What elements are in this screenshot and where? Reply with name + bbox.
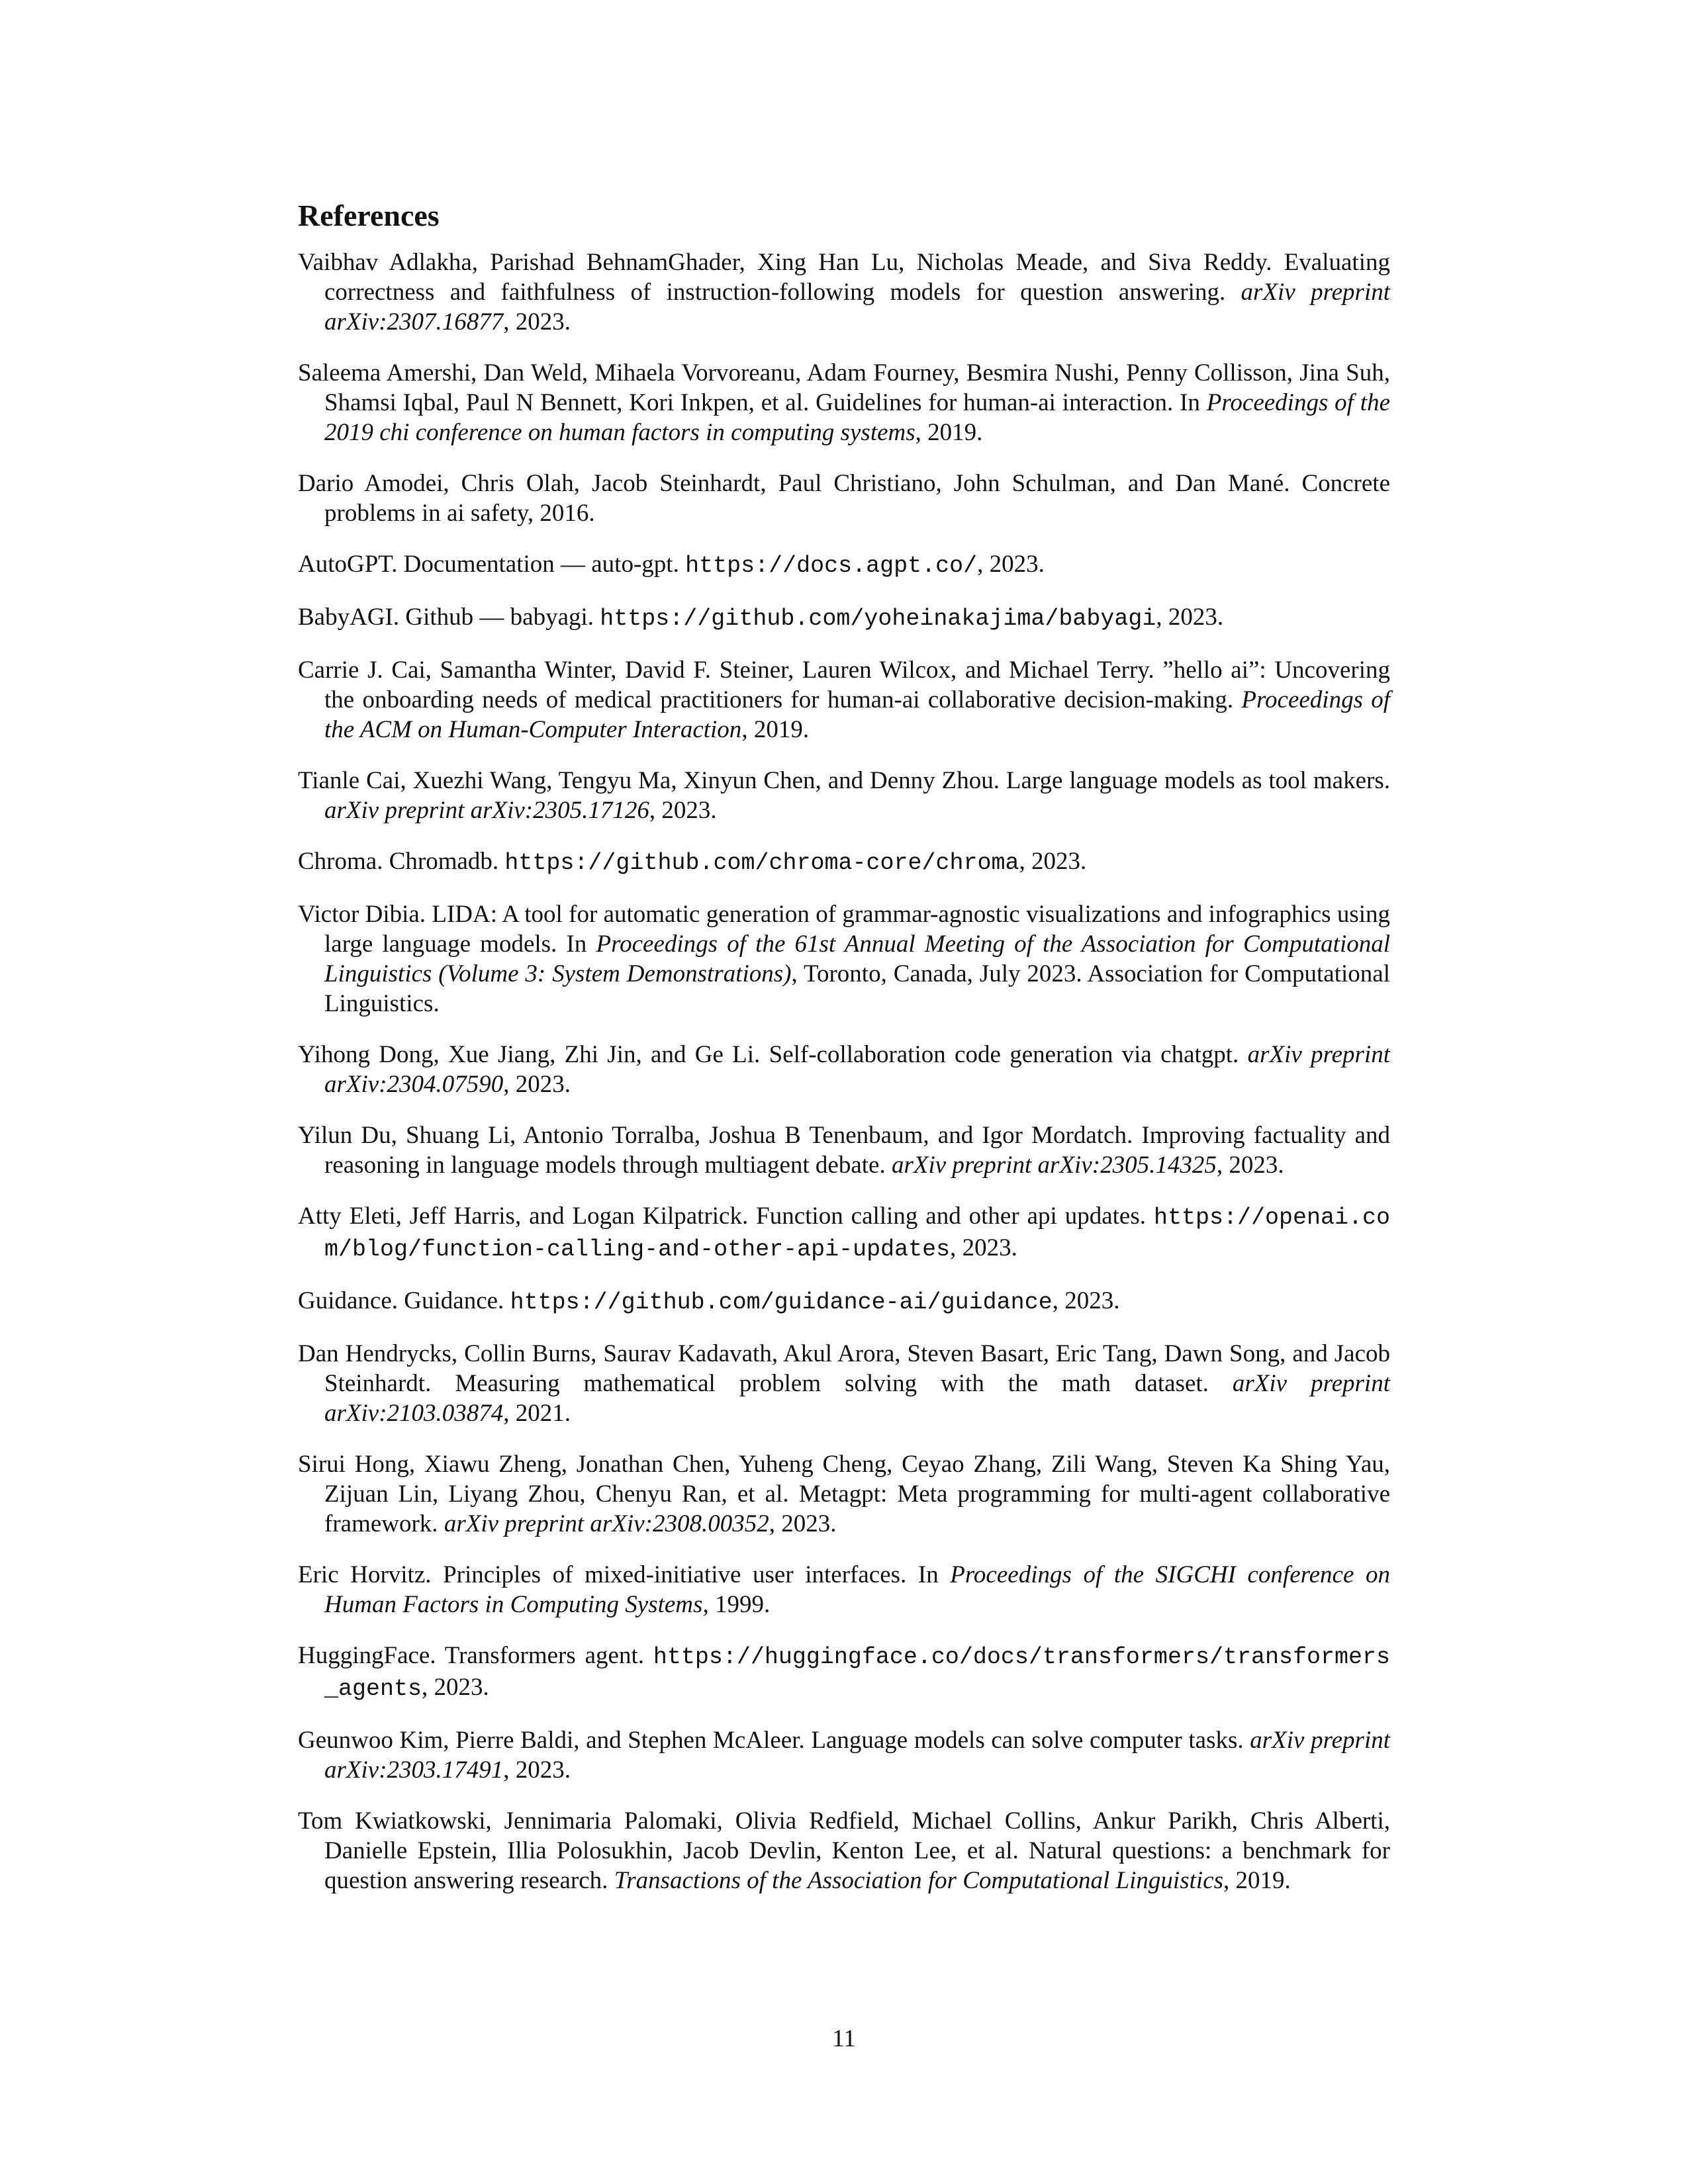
reference-title: Function calling and other api updates. bbox=[756, 1203, 1146, 1230]
reference-url[interactable]: https://docs.agpt.co/ bbox=[685, 553, 978, 579]
reference-authors: HuggingFace. bbox=[298, 1642, 436, 1669]
reference-title: Improving factuality and reasoning in language models through multiagent debate. bbox=[324, 1122, 1391, 1179]
reference-authors: Saleema Amershi, Dan Weld, Mihaela Vorvoreanu, Adam Fourney, Besmira Nushi, Penny Collisson, Jina Suh, Shamsi Iqbal, Paul N Bennett, Kori Inkpen, et al. bbox=[298, 359, 1390, 416]
reference-tail: , 2023. bbox=[422, 1674, 489, 1701]
reference-url[interactable]: https://github.com/yoheinakajima/babyagi bbox=[600, 606, 1156, 632]
section-heading: References bbox=[298, 199, 440, 232]
reference-authors: Sirui Hong, Xiawu Zheng, Jonathan Chen, Yuheng Cheng, Ceyao Zhang, Zili Wang, Steven Ka Shing Yau, Zijuan Lin, Liyang Zhou, Chenyu Ran, et al. bbox=[298, 1451, 1390, 1508]
reference-entry bbox=[298, 248, 1390, 337]
reference-entry bbox=[298, 899, 1390, 1019]
reference-authors: Eric Horvitz. bbox=[298, 1561, 432, 1588]
reference-tail: , 2023. bbox=[1216, 1152, 1284, 1179]
reference-title: Principles of mixed-initiative user interfaces. In bbox=[443, 1561, 939, 1588]
reference-list bbox=[298, 248, 1390, 1895]
reference-venue: Proceedings of the SIGCHI conference on Human Factors in Computing Systems bbox=[324, 1561, 1390, 1618]
reference-entry bbox=[298, 1641, 1390, 1704]
reference-title: Language models can solve computer tasks. bbox=[811, 1727, 1244, 1754]
reference-venue: arXiv preprint arXiv:2308.00352 bbox=[444, 1510, 769, 1537]
reference-authors: Carrie J. Cai, Samantha Winter, David F. Steiner, Lauren Wilcox, and Michael Terry. bbox=[298, 657, 1154, 684]
reference-venue: Transactions of the Association for Computational Linguistics bbox=[614, 1867, 1223, 1894]
reference-tail: , 2023. bbox=[977, 551, 1045, 578]
reference-title: Concrete problems in ai safety, 2016. bbox=[324, 470, 1390, 527]
reference-authors: AutoGPT. bbox=[298, 551, 398, 578]
reference-url[interactable]: https://openai.com/blog/function-calling-and-other-api-updates bbox=[324, 1205, 1390, 1263]
reference-title: Documentation — auto-gpt. bbox=[403, 551, 679, 578]
reference-title: Guidance. bbox=[404, 1287, 504, 1314]
reference-entry bbox=[298, 1560, 1390, 1619]
reference-entry bbox=[298, 766, 1390, 825]
reference-tail: , 2023. bbox=[1019, 848, 1087, 875]
reference-title: Measuring mathematical problem solving with the math dataset. bbox=[455, 1370, 1209, 1397]
reference-entry bbox=[298, 1040, 1390, 1099]
reference-title: Self-collaboration code generation via chatgpt. bbox=[769, 1041, 1239, 1068]
reference-tail: , 2019. bbox=[915, 419, 983, 446]
reference-authors: Victor Dibia. bbox=[298, 901, 426, 928]
reference-venue: arXiv preprint arXiv:2305.14325 bbox=[891, 1152, 1217, 1179]
reference-tail: , Toronto, Canada, July 2023. Association for Computational Linguistics. bbox=[324, 960, 1390, 1017]
reference-authors: Dan Hendrycks, Collin Burns, Saurav Kadavath, Akul Arora, Steven Basart, Eric Tang, Dawn Song, and Jacob Steinhardt. bbox=[298, 1340, 1390, 1397]
reference-tail: , 2023. bbox=[503, 1756, 571, 1784]
reference-authors: Chroma. bbox=[298, 848, 383, 875]
reference-title: Transformers agent. bbox=[444, 1642, 644, 1669]
reference-authors: Geunwoo Kim, Pierre Baldi, and Stephen McAleer. bbox=[298, 1727, 805, 1754]
reference-title: Github — babyagi. bbox=[405, 604, 594, 631]
reference-title: Metagpt: Meta programming for multi-agent collaborative framework. bbox=[324, 1480, 1390, 1537]
reference-authors: Atty Eleti, Jeff Harris, and Logan Kilpatrick. bbox=[298, 1203, 749, 1230]
reference-entry bbox=[298, 549, 1390, 581]
reference-tail: , 2023. bbox=[1156, 604, 1224, 631]
reference-venue: arXiv preprint arXiv:2303.17491 bbox=[324, 1727, 1390, 1784]
reference-tail: , 2023. bbox=[1052, 1287, 1120, 1314]
reference-url[interactable]: https://github.com/chroma-core/chroma bbox=[504, 850, 1019, 876]
reference-authors: Yilun Du, Shuang Li, Antonio Torralba, Joshua B Tenenbaum, and Igor Mordatch. bbox=[298, 1122, 1133, 1149]
reference-authors: Tom Kwiatkowski, Jennimaria Palomaki, Olivia Redfield, Michael Collins, Ankur Parikh, Chris Alberti, Danielle Epstein, Illia Polosukhin, Jacob Devlin, Kenton Lee, et al. bbox=[298, 1807, 1390, 1864]
reference-venue: arXiv preprint arXiv:2304.07590 bbox=[324, 1041, 1391, 1098]
reference-entry bbox=[298, 358, 1390, 447]
reference-title: Large language models as tool makers. bbox=[1006, 767, 1390, 794]
reference-entry bbox=[298, 1725, 1390, 1785]
reference-entry bbox=[298, 1201, 1390, 1265]
reference-url[interactable]: https://huggingface.co/docs/transformers/transformers_agents bbox=[324, 1644, 1390, 1702]
reference-title: Natural questions: a benchmark for question answering research. bbox=[324, 1837, 1390, 1894]
reference-authors: Dario Amodei, Chris Olah, Jacob Steinhardt, Paul Christiano, John Schulman, and Dan Mané. bbox=[298, 470, 1290, 497]
reference-authors: Vaibhav Adlakha, Parishad BehnamGhader, Xing Han Lu, Nicholas Meade, and Siva Reddy. bbox=[298, 249, 1272, 276]
reference-tail: , 1999. bbox=[702, 1591, 771, 1618]
reference-entry bbox=[298, 1806, 1390, 1895]
reference-venue: arXiv preprint arXiv:2305.17126 bbox=[324, 797, 649, 824]
reference-entry bbox=[298, 1120, 1390, 1180]
reference-title: Chromadb. bbox=[389, 848, 499, 875]
reference-tail: , 2023. bbox=[503, 1071, 571, 1098]
reference-tail: , 2023. bbox=[649, 797, 717, 824]
reference-tail: , 2023. bbox=[950, 1234, 1017, 1261]
reference-authors: Yihong Dong, Xue Jiang, Zhi Jin, and Ge Li. bbox=[298, 1041, 761, 1068]
reference-venue: Proceedings of the 2019 chi conference on human factors in computing systems bbox=[324, 389, 1390, 446]
references-section bbox=[298, 197, 1390, 1917]
reference-venue: Proceedings of the ACM on Human-Computer Interaction bbox=[324, 686, 1391, 743]
reference-tail: , 2019. bbox=[1223, 1867, 1291, 1894]
reference-tail: , 2021. bbox=[503, 1400, 571, 1427]
reference-venue: Proceedings of the 61st Annual Meeting of the Association for Computational Linguistics (Volume 3: System Demonstrations) bbox=[324, 931, 1391, 987]
reference-entry bbox=[298, 469, 1390, 528]
reference-entry bbox=[298, 655, 1390, 745]
reference-title: LIDA: A tool for automatic generation of grammar-agnostic visualizations and infographics using large language models. In bbox=[324, 901, 1390, 958]
reference-entry bbox=[298, 602, 1390, 634]
reference-venue: arXiv preprint arXiv:2103.03874 bbox=[324, 1370, 1390, 1427]
reference-entry bbox=[298, 1286, 1390, 1318]
reference-title: Guidelines for human-ai interaction. In bbox=[816, 389, 1200, 416]
reference-title: Evaluating correctness and faithfulness of instruction-following models for question answering. bbox=[324, 249, 1390, 306]
reference-entry bbox=[298, 846, 1390, 878]
page-number: 11 bbox=[832, 2025, 856, 2052]
reference-venue: arXiv preprint arXiv:2307.16877 bbox=[324, 279, 1390, 336]
reference-authors: Tianle Cai, Xuezhi Wang, Tengyu Ma, Xinyun Chen, and Denny Zhou. bbox=[298, 767, 1000, 794]
reference-entry bbox=[298, 1339, 1390, 1428]
reference-tail: , 2023. bbox=[503, 308, 571, 336]
reference-entry bbox=[298, 1449, 1390, 1539]
reference-tail: , 2019. bbox=[741, 716, 810, 743]
reference-url[interactable]: https://github.com/guidance-ai/guidance bbox=[510, 1289, 1053, 1316]
reference-tail: , 2023. bbox=[769, 1510, 837, 1537]
reference-authors: BabyAGI. bbox=[298, 604, 400, 631]
reference-authors: Guidance. bbox=[298, 1287, 399, 1314]
reference-title: ”hello ai”: Uncovering the onboarding needs of medical practitioners for human-ai collaborative decision-making. bbox=[324, 657, 1391, 713]
